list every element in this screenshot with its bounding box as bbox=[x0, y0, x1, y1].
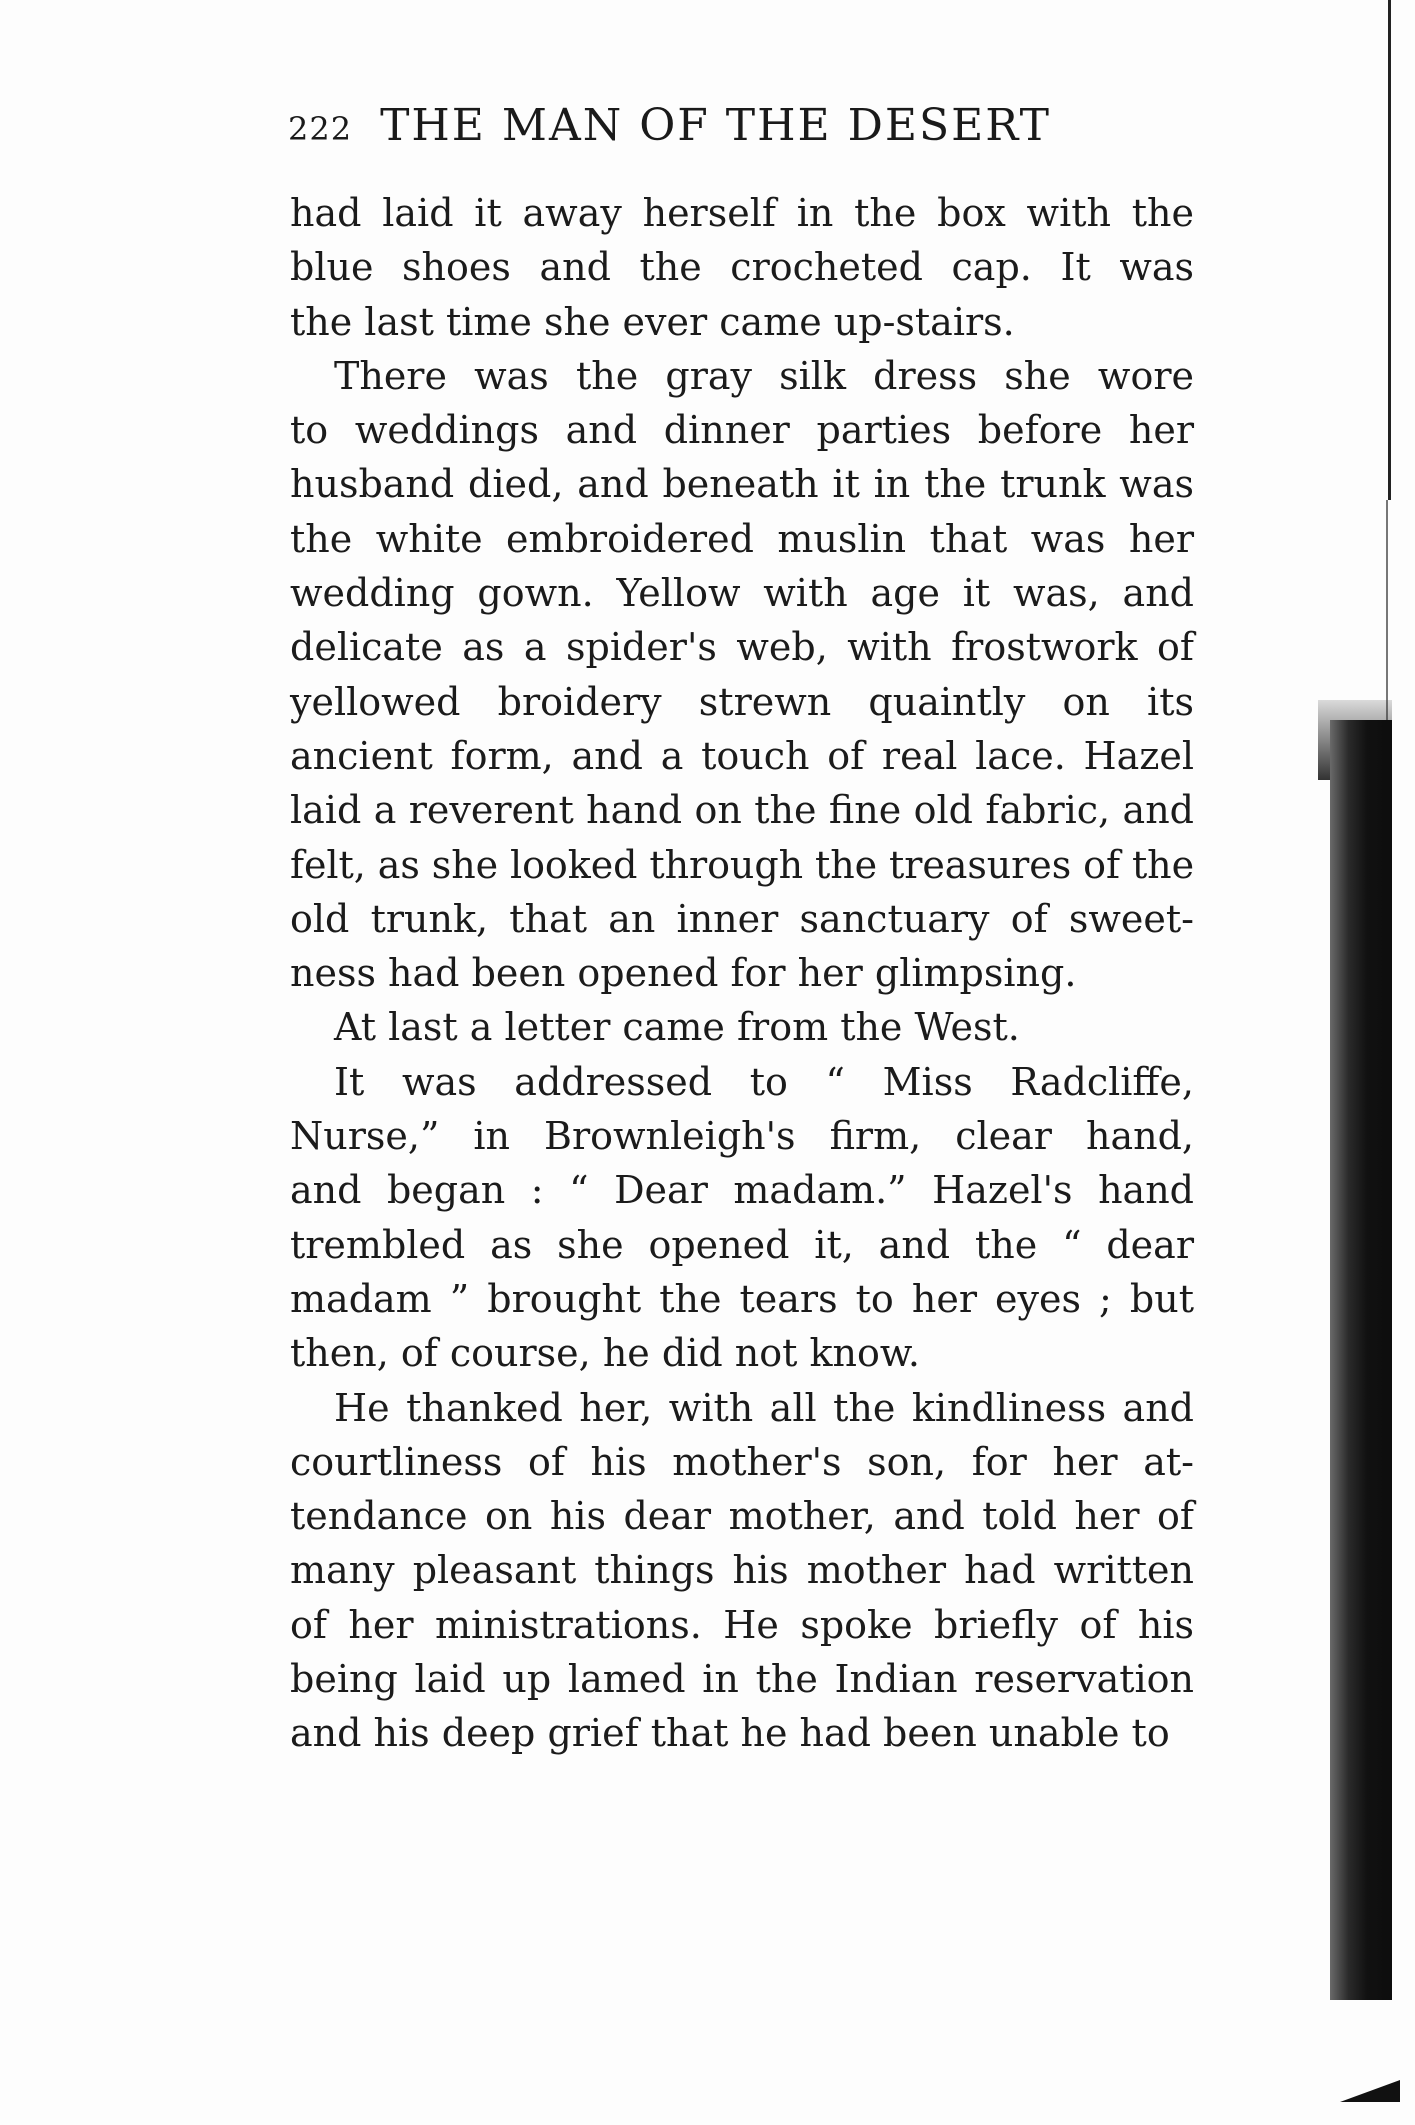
body-text bbox=[290, 186, 1194, 1761]
page-corner-mark bbox=[1340, 2080, 1400, 2102]
page-edge-rule bbox=[1388, 0, 1391, 500]
page-edge-shadow bbox=[1330, 720, 1392, 2000]
text-line: husband died, and beneath it in the trunk was bbox=[290, 462, 1194, 507]
paragraph bbox=[290, 1000, 1194, 1054]
paragraph bbox=[290, 186, 1194, 349]
text-line: courtliness of his mother's son, for her at- bbox=[290, 1439, 1194, 1484]
text-line: wedding gown. Yellow with age it was, and bbox=[290, 571, 1194, 616]
text-line: blue shoes and the crocheted cap. It was bbox=[290, 245, 1194, 290]
text-line: being laid up lamed in the Indian reservation bbox=[290, 1657, 1194, 1702]
text-line: yellowed broidery strewn quaintly on its bbox=[290, 679, 1194, 724]
text-line: It was addressed to “ Miss Radcliffe, bbox=[334, 1059, 1194, 1104]
text-line: old trunk, that an inner sanctuary of sweet- bbox=[290, 896, 1194, 941]
text-line: There was the gray silk dress she wore bbox=[334, 353, 1194, 398]
paragraph bbox=[290, 1055, 1194, 1381]
paragraph bbox=[290, 1381, 1194, 1761]
text-line: At last a letter came from the West. bbox=[334, 1005, 1020, 1050]
text-line: many pleasant things his mother had written bbox=[290, 1548, 1194, 1593]
text-line: delicate as a spider's web, with frostwork of bbox=[290, 625, 1194, 670]
text-line: then, of course, he did not know. bbox=[290, 1331, 920, 1376]
page-number: 222 bbox=[288, 110, 353, 148]
text-line: Nurse,” in Brownleigh's firm, clear hand, bbox=[290, 1114, 1194, 1159]
running-header bbox=[288, 100, 1188, 164]
text-line: of her ministrations. He spoke briefly of his bbox=[290, 1602, 1194, 1647]
text-line: ness had been opened for her glimpsing. bbox=[290, 951, 1077, 996]
text-line: to weddings and dinner parties before her bbox=[290, 408, 1194, 453]
text-line: and began : “ Dear madam.” Hazel's hand bbox=[290, 1168, 1194, 1213]
text-line: ancient form, and a touch of real lace. Hazel bbox=[290, 733, 1194, 778]
text-line: madam ” brought the tears to her eyes ; but bbox=[290, 1276, 1194, 1321]
text-line: He thanked her, with all the kindliness and bbox=[334, 1385, 1194, 1430]
text-line: tendance on his dear mother, and told her of bbox=[290, 1494, 1194, 1539]
text-line: and his deep grief that he had been unable to bbox=[290, 1711, 1170, 1756]
text-line: the white embroidered muslin that was her bbox=[290, 516, 1194, 561]
text-line: the last time she ever came up-stairs. bbox=[290, 299, 1015, 344]
running-title: THE MAN OF THE DESERT bbox=[380, 100, 1051, 151]
paragraph bbox=[290, 349, 1194, 1001]
text-line: laid a reverent hand on the fine old fabric, and bbox=[290, 788, 1194, 833]
text-line: trembled as she opened it, and the “ dear bbox=[290, 1222, 1194, 1267]
text-line: felt, as she looked through the treasures of the bbox=[290, 842, 1194, 887]
text-line: had laid it away herself in the box with the bbox=[290, 191, 1194, 235]
